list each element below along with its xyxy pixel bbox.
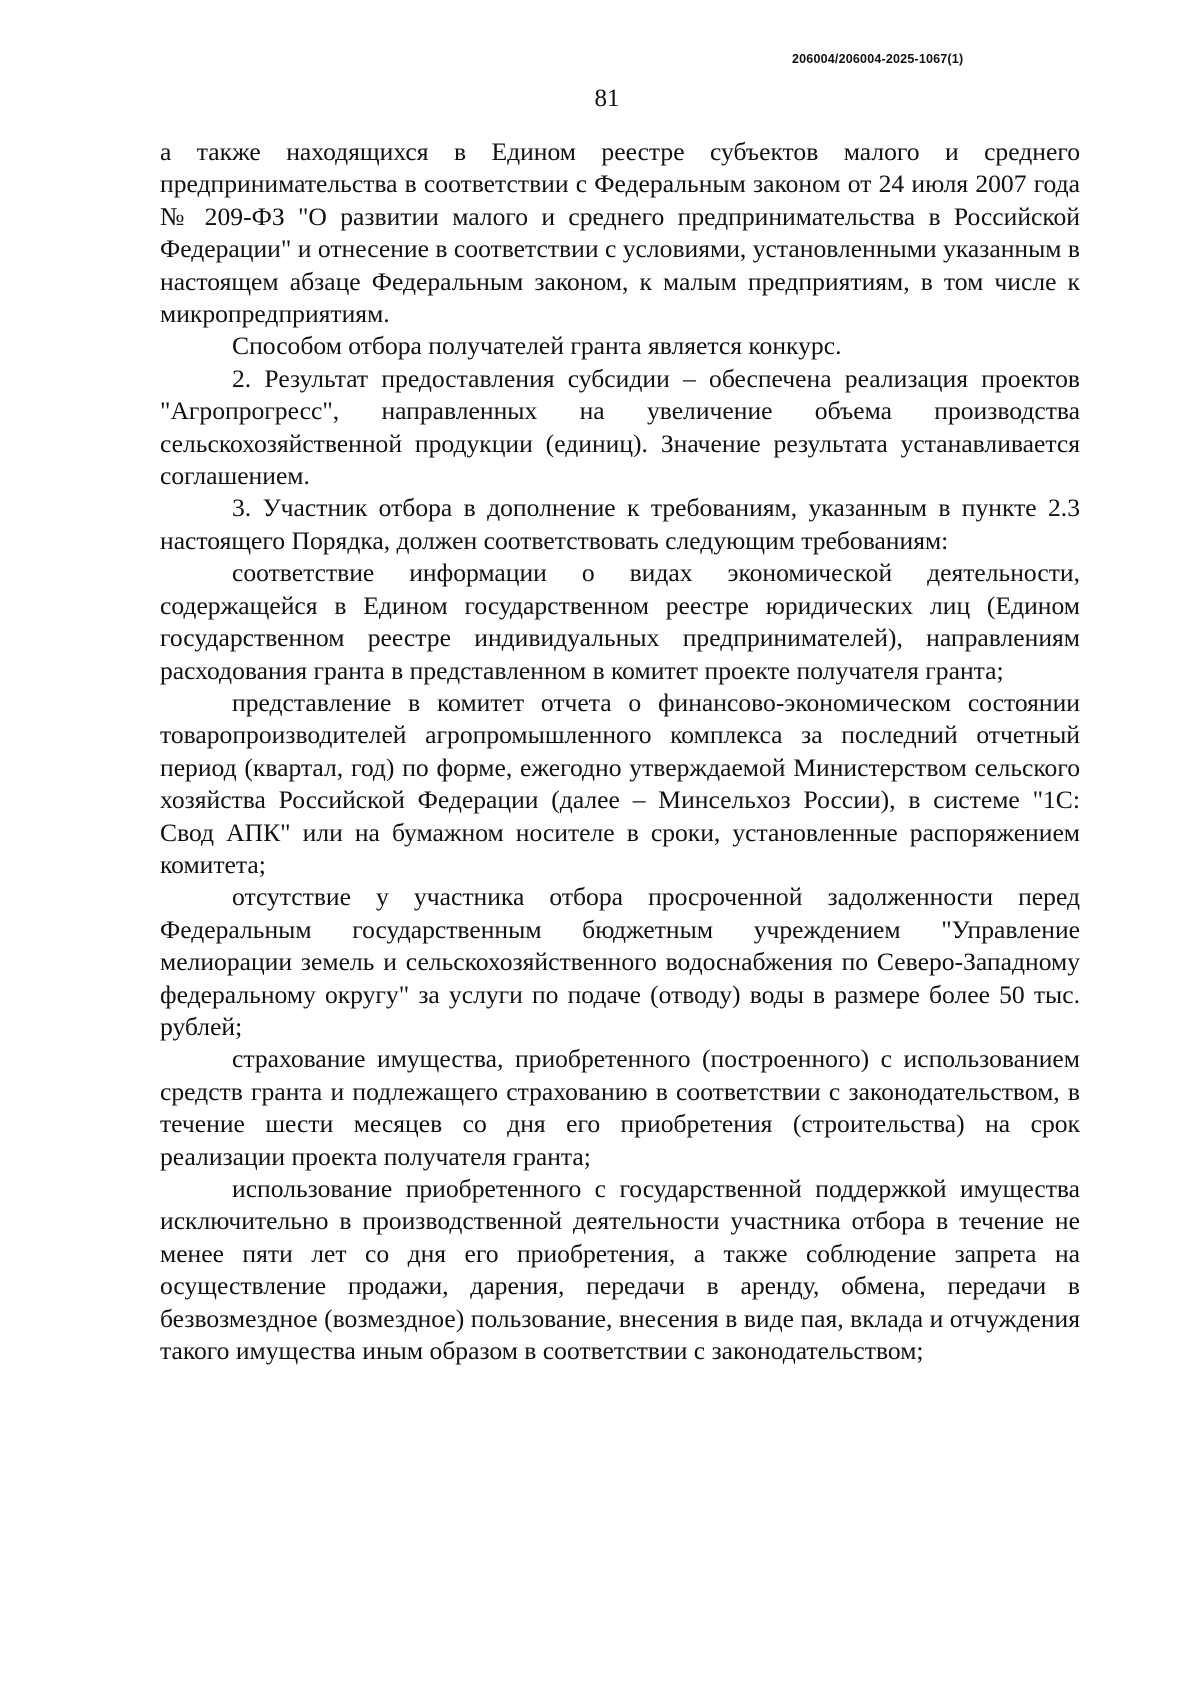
paragraph-item-2: 2. Результат предоставления субсидии – обеспечена реализация проектов "Агропрогресс", направленных на увеличение объема производства сельскохозяйственной продукции (единиц). Значение результата устанавливается соглашением.	[160, 363, 1080, 491]
paragraph-requirement-insurance: страхование имущества, приобретенного (построенного) с использованием средств гранта и подлежащего страхованию в соответствии с законодательством, в течение шести месяцев со дня его приобретения (строительства) на срок реализации проекта получателя гранта;	[160, 1044, 1080, 1171]
paragraph-requirement-report: представление в комитет отчета о финансово-экономическом состоянии товаропроизводителей агропромышленного комплекса за последний отчетный период (квартал, год) по форме, ежегодно утверждаемой Министерством сельского хозяйства Российской Федерации (далее – Минсельхоз России), в системе "1С: Свод АПК" или на бумажном носителе в сроки, установленные распоряжением комитета;	[160, 687, 1080, 879]
page-number: 81	[594, 85, 620, 112]
paragraph-requirement-debt: отсутствие у участника отбора просроченной задолженности перед Федеральным государственным бюджетным учреждением "Управление мелиорации земель и сельскохозяйственного водоснабжения по Северо-Западному федеральному округу" за услуги по подаче (отводу) воды в размере более 50 тыс. рублей;	[160, 882, 1080, 1041]
paragraph-requirement-property-use: использование приобретенного с государственной поддержкой имущества исключительно в производственной деятельности участника отбора в течение не менее пяти лет со дня его приобретения, а также соблюдение запрета на осуществление продажи, дарения, передачи в аренду, обмена, передачи в безвозмездное (возмездное) пользование, внесения в виде пая, вклада и отчуждения такого имущества иным образом в соответствии с законодательством;	[160, 1174, 1080, 1366]
paragraph-continuation: а также находящихся в Едином реестре субъектов малого и среднего предпринимательства в соответствии с Федеральным законом от 24 июля 2007 года № 209-ФЗ "О развитии малого и среднего предпринимательства в Российской Федерации" и отнесение в соответствии с условиями, установленными указанным в настоящем абзаце Федеральным законом, к малым предприятиям, в том числе к микропредприятиям.	[160, 137, 1080, 329]
paragraph-item-3: 3. Участник отбора в дополнение к требованиям, указанным в пункте 2.3 настоящего Порядка, должен соответствовать следующим требованиям:	[160, 493, 1080, 555]
paragraph-requirement-okved: соответствие информации о видах экономической деятельности, содержащейся в Едином государственном реестре юридических лиц (Едином государственном реестре индивидуальных предпринимателей), направлениям расходования гранта в представленном в комитет проекте получателя гранта;	[160, 558, 1080, 685]
document-body	[160, 136, 1080, 1367]
paragraph-selection-method: Способом отбора получателей гранта является конкурс.	[232, 331, 842, 361]
document-id: 206004/206004-2025-1067(1)	[792, 52, 964, 66]
